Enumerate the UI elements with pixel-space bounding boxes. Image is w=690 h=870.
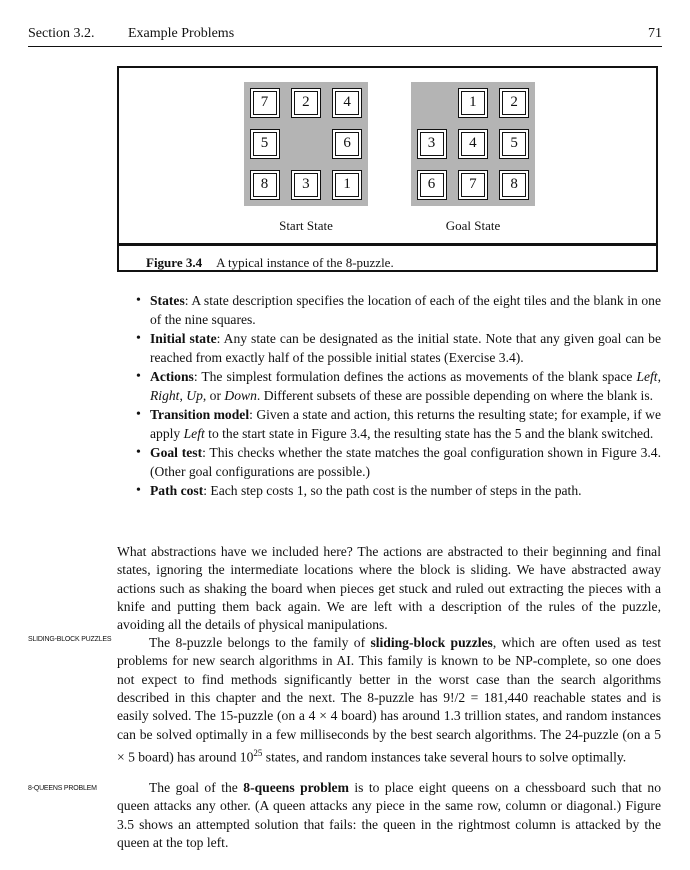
action-down: Down — [224, 387, 257, 403]
figure-caption — [146, 255, 394, 271]
sep-1: , — [657, 369, 661, 385]
start-tile-3: 3 — [291, 170, 321, 200]
list-item-transition-model — [136, 406, 661, 444]
term-actions: Actions — [150, 369, 194, 385]
para2-after: states, and random instances take several hours to solve optimally. — [262, 749, 627, 765]
start-state-label: Start State — [279, 218, 333, 233]
action-left: Left — [636, 369, 658, 385]
action-up: Up — [186, 387, 203, 403]
text-transition-1: : Given a state and action, this returns the resulting state; for example, if we apply — [150, 407, 661, 442]
section-number: Section 3.2. — [28, 26, 95, 41]
start-tile-5: 5 — [250, 129, 280, 159]
term-transition-model: Transition model — [150, 407, 250, 423]
text-goal-test: : This checks whether the state matches the goal configuration shown in Figure 3.4. (Other goal configurations are possible.) — [150, 445, 661, 480]
start-tile-1: 1 — [332, 170, 362, 200]
figure-caption-text: A typical instance of the 8-puzzle. — [216, 255, 394, 270]
figure-caption-rule — [119, 243, 656, 246]
figure-caption-label: Figure 3.4 — [146, 255, 203, 270]
term-sliding-block-puzzles: sliding-block puzzles — [370, 635, 493, 650]
figure-3-4 — [117, 66, 658, 272]
page-number: 71 — [648, 26, 662, 41]
sep-3: , or — [202, 387, 225, 403]
list-item-goal-test — [136, 444, 661, 482]
para3-before: The goal of the — [149, 780, 244, 795]
goal-tile-3: 3 — [417, 129, 447, 159]
paragraph-sliding-block — [117, 634, 661, 767]
term-8-queens-problem: 8-queens problem — [243, 780, 349, 795]
start-tile-7: 7 — [250, 88, 280, 118]
start-tile-4: 4 — [332, 88, 362, 118]
para2-before: The 8-puzzle belongs to the family of — [149, 635, 371, 650]
para3-after: is to place eight queens on a chessboard such that no queen attacks any other. (A queen attacks any piece in the same row, column or diagonal.) Figure 3.5 shows an attempted solution that fails: the queen in the rightmost column is attacked by the queen at the top left. — [117, 780, 661, 851]
goal-tile-6: 6 — [417, 170, 447, 200]
goal-tile-8: 8 — [499, 170, 529, 200]
list-item-actions — [136, 368, 661, 406]
paragraph-8-queens — [117, 779, 661, 852]
margin-note-sliding-block: SLIDING-BLOCK PUZZLES — [28, 636, 112, 643]
list-item-path-cost — [136, 482, 661, 501]
list-item-initial-state — [136, 330, 661, 368]
term-goal-test: Goal test — [150, 445, 203, 461]
goal-tile-7: 7 — [458, 170, 488, 200]
term-path-cost: Path cost — [150, 483, 204, 499]
sep-2: , — [179, 387, 187, 403]
term-states: States — [150, 293, 185, 308]
margin-note-8-queens: 8-QUEENS PROBLEM — [28, 785, 97, 792]
goal-state-board — [411, 82, 535, 206]
start-tile-8: 8 — [250, 170, 280, 200]
start-tile-6: 6 — [332, 129, 362, 159]
text-transition-2: to the start state in Figure 3.4, the resulting state has the 5 and the blank switched. — [204, 426, 654, 442]
para2-body: , which are often used as test problems for new search algorithms in AI. This family is known to be NP-complete, so one does not expect to find methods significantly better in the worst case than the search algorithms described in this chapter and the next. The 8-puzzle has 9!/2 = 181,440 reachable states and is easily solved. The 15-puzzle (on a 4 × 4 board) has around 1.3 trillion states, and random instances can be solved optimally in a few milliseconds by the best search algorithms. The 24-puzzle (on a 5 × 5 board) has around 10 — [117, 635, 662, 765]
action-right: Right — [150, 387, 180, 403]
text-path-cost: : Each step costs 1, so the path cost is the number of steps in the path. — [203, 483, 582, 499]
text-actions-1: : The simplest formulation defines the actions as movements of the blank space — [193, 369, 637, 385]
text-states: : A state description specifies the location of each of the eight tiles and the blank in one of the nine squares. — [150, 293, 661, 327]
paragraph-abstractions: What abstractions have we included here? The actions are abstracted to their beginning and final states, ignoring the intermediate locations where the block is sliding. We have abstracted away actions such as shaking the board when pieces get stuck and ruled out extracting the pieces with a knife and putting them back again. We are left with a description of the rules of the puzzle, avoiding all the details of physical manipulations. — [117, 544, 661, 633]
action-left-ref: Left — [183, 426, 205, 442]
problem-formulation-list — [136, 292, 661, 502]
term-initial-state: Initial state — [150, 331, 217, 347]
exponent: 25 — [253, 748, 263, 759]
goal-tile-1: 1 — [458, 88, 488, 118]
list-item-states — [136, 292, 661, 330]
goal-tile-5: 5 — [499, 129, 529, 159]
goal-tile-4: 4 — [458, 129, 488, 159]
section-title: Example Problems — [128, 26, 235, 41]
goal-tile-2: 2 — [499, 88, 529, 118]
start-tile-2: 2 — [291, 88, 321, 118]
text-initial-state: : Any state can be designated as the initial state. Note that any given goal can be reached from exactly half of the possible initial states (Exercise 3.4). — [150, 331, 661, 365]
header-rule — [28, 46, 662, 47]
start-state-board — [244, 82, 368, 206]
text-actions-2: . Different subsets of these are possible depending on where the blank is. — [256, 387, 654, 403]
goal-state-label: Goal State — [445, 218, 501, 233]
